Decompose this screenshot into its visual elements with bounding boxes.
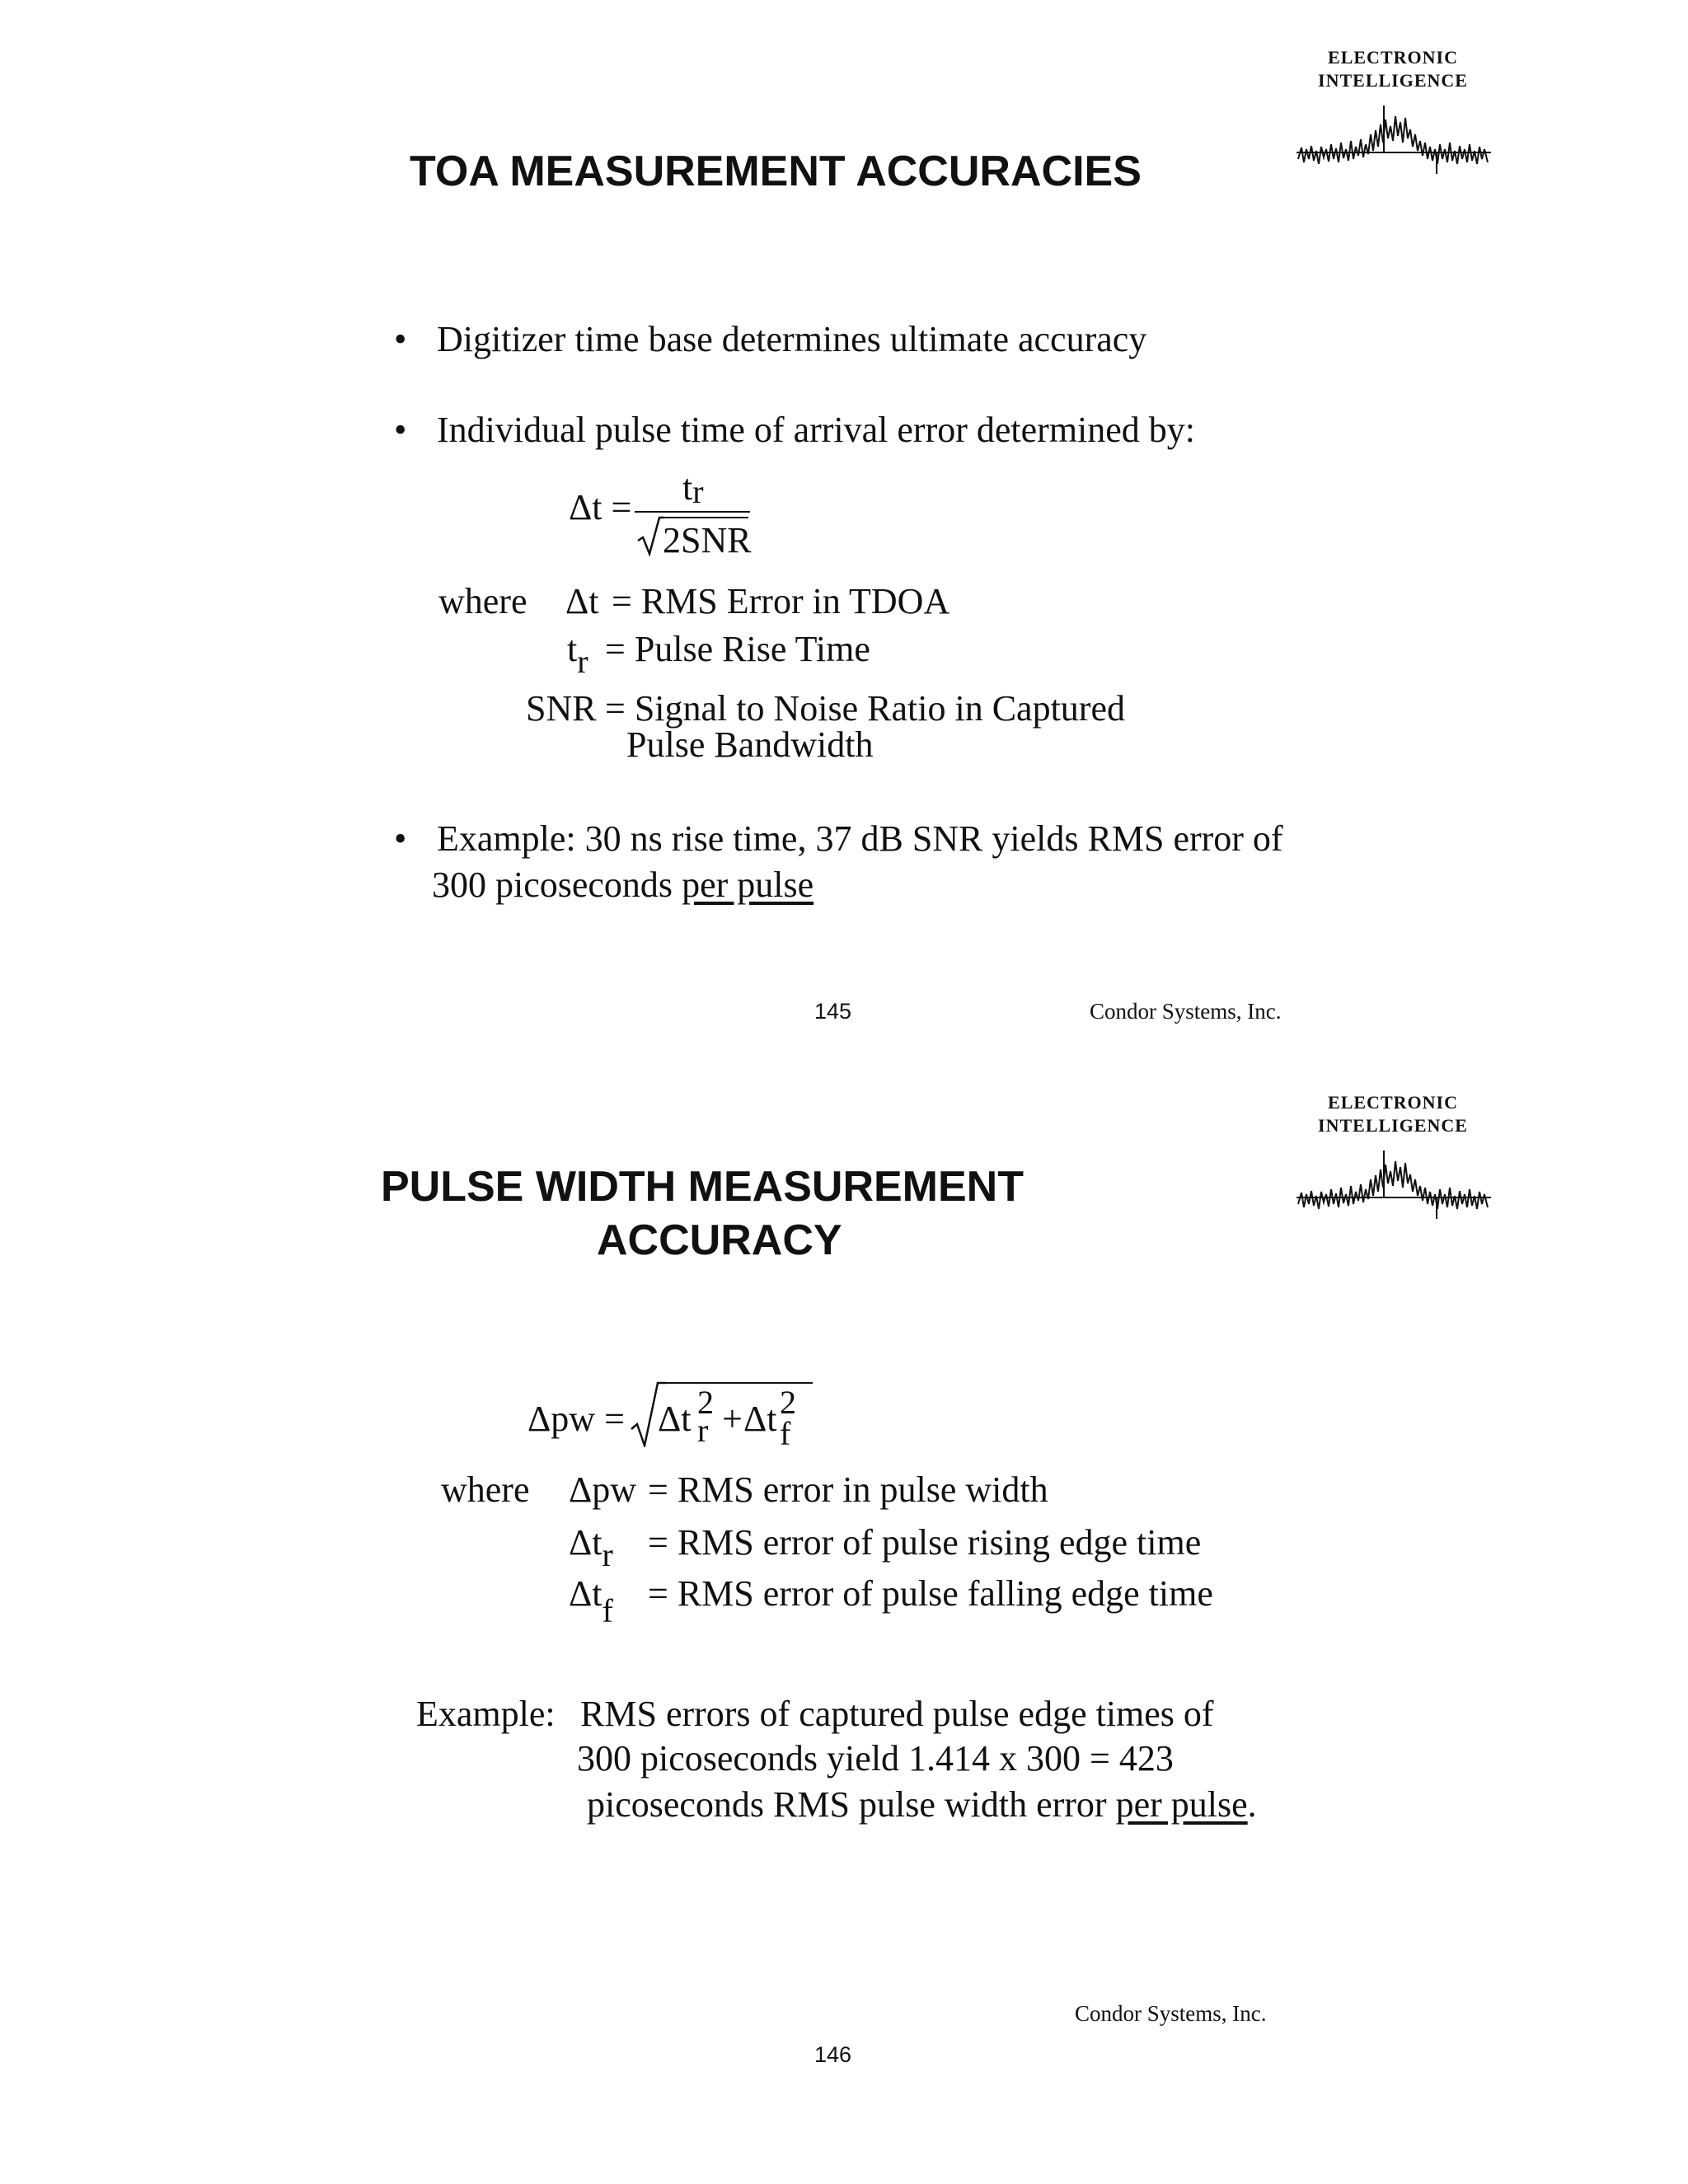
def-text-continued: Pulse Bandwidth	[626, 724, 874, 765]
def-symbol: Δpw	[569, 1469, 637, 1510]
example-line1: Example: 30 ns rise time, 37 dB SNR yields RMS error of	[437, 818, 1283, 859]
term1-superscript: 2	[697, 1384, 714, 1421]
def-text: = RMS error in pulse width	[648, 1469, 1048, 1510]
example-line3: picoseconds RMS pulse width error per pulse.	[587, 1784, 1257, 1825]
page-title-line1: PULSE WIDTH MEASUREMENT	[381, 1163, 1024, 1211]
fraction-bar	[635, 511, 750, 513]
formula-lhs: Δpw =	[528, 1399, 625, 1439]
radicand-plus: +	[722, 1399, 743, 1439]
bullet-dot: •	[394, 410, 407, 450]
formula-pulse-width	[528, 1385, 824, 1467]
signal-waveform-icon	[1296, 101, 1491, 176]
where-label: where	[438, 581, 528, 621]
example-line2: 300 picoseconds yield 1.414 x 300 = 423	[577, 1738, 1174, 1779]
term1-subscript: r	[697, 1412, 709, 1449]
term2-subscript: f	[780, 1415, 791, 1452]
def-symbol: SNR	[526, 688, 597, 729]
bullet-item-example	[394, 816, 1283, 862]
logo-text-line2: INTELLIGENCE	[1318, 1115, 1468, 1136]
formula-lhs: Δt =	[569, 487, 632, 527]
signal-waveform-icon	[1296, 1146, 1491, 1221]
formula-denominator: 2SNR	[663, 520, 752, 560]
bullet-text: Digitizer time base determines ultimate accuracy	[437, 319, 1147, 359]
logo-electronic-intelligence	[1290, 1090, 1496, 1222]
formula-numerator: tr	[682, 467, 704, 510]
company-footer: Condor Systems, Inc.	[1075, 2001, 1267, 2026]
page-number: 146	[814, 2042, 852, 2067]
example-line2: 300 picoseconds per pulse	[432, 865, 814, 905]
def-text: = RMS error of pulse rising edge time	[648, 1522, 1202, 1563]
page-number: 145	[814, 999, 852, 1024]
def-symbol: Δt	[565, 581, 599, 621]
bullet-item	[394, 316, 1147, 363]
def-text: = Pulse Rise Time	[605, 629, 870, 669]
example-line1: RMS errors of captured pulse edge times of	[580, 1694, 1214, 1734]
bullet-text: Individual pulse time of arrival error determined by:	[437, 410, 1196, 450]
emphasis-per-pulse: per pulse	[682, 865, 814, 905]
def-text: = Signal to Noise Ratio in Captured	[605, 688, 1125, 729]
def-text: = RMS Error in TDOA	[612, 581, 950, 621]
bullet-dot: •	[394, 818, 407, 859]
formula-toa	[569, 467, 783, 569]
def-symbol: Δtr	[569, 1522, 613, 1573]
logo-text-line1: ELECTRONIC	[1328, 1092, 1458, 1113]
logo-text-line1: ELECTRONIC	[1328, 47, 1458, 68]
def-symbol: Δtf	[569, 1573, 613, 1629]
def-text: = RMS error of pulse falling edge time	[648, 1573, 1213, 1614]
bullet-dot: •	[394, 319, 407, 359]
logo-text-line2: INTELLIGENCE	[1318, 70, 1468, 91]
sqrt-overbar	[661, 517, 748, 518]
where-label: where	[441, 1469, 530, 1510]
emphasis-per-pulse: per pulse	[1115, 1784, 1248, 1825]
term2-superscript: 2	[780, 1384, 796, 1421]
example-label: Example:	[416, 1694, 556, 1734]
page-title: TOA MEASUREMENT ACCURACIES	[410, 148, 1142, 195]
radicand-term2: Δt	[743, 1399, 777, 1439]
page-title-line2: ACCURACY	[597, 1216, 842, 1264]
bullet-item	[394, 407, 1196, 453]
company-footer: Condor Systems, Inc.	[1090, 999, 1282, 1024]
radicand-term1: Δt	[658, 1399, 692, 1439]
sqrt-symbol-icon	[636, 516, 664, 557]
def-symbol: tr	[567, 629, 588, 680]
logo-electronic-intelligence	[1290, 45, 1496, 177]
